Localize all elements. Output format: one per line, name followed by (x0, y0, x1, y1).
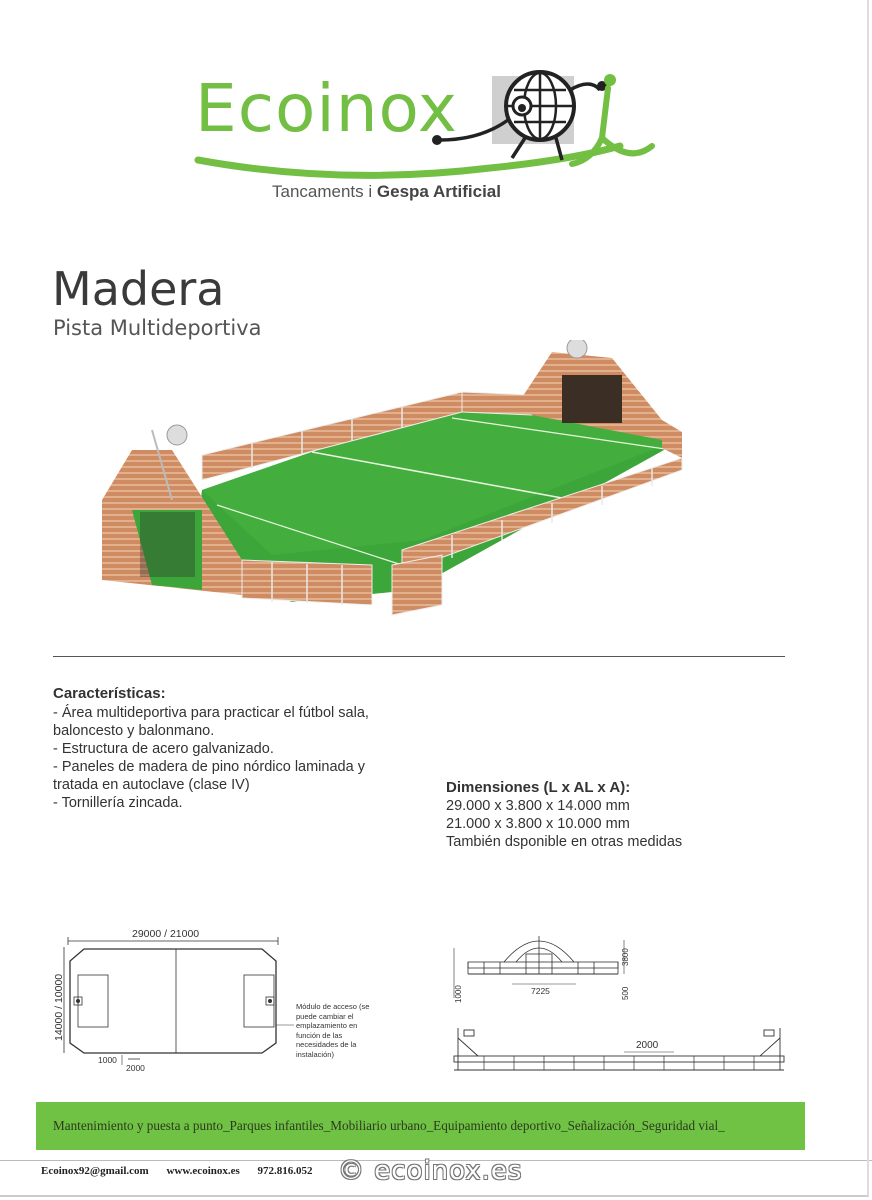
dimensions-section (446, 779, 766, 851)
feature-line: - Área multideportiva para practicar el fútbol sala, (53, 705, 369, 721)
elev-dim-500: 500 (621, 986, 630, 1000)
feature-line: baloncesto y balonmano. (53, 723, 215, 739)
logo-tagline (272, 182, 501, 202)
watermark: © ecoinox.es (338, 1156, 523, 1186)
court-illustration (92, 340, 692, 630)
access-module-note: Módulo de acceso (se puede cambiar el emplazamiento en función de las necesidades de la instalación) (296, 1002, 370, 1059)
plan-dim-1000: 1000 (98, 1055, 117, 1065)
tagline-bold: Gespa Artificial (376, 182, 501, 201)
feature-line: - Estructura de acero galvanizado. (53, 741, 274, 757)
tagline-regular: Tancaments i (272, 182, 377, 201)
dimensions-heading: Dimensiones (L x AL x A): (446, 779, 631, 796)
service-separator: _ (426, 1118, 434, 1133)
service-item: Señalización (567, 1118, 635, 1133)
services-band (36, 1102, 805, 1150)
feature-line: - Paneles de madera de pino nórdico laminada y (53, 759, 365, 775)
feature-line: tratada en autoclave (clase IV) (53, 777, 250, 793)
service-item: Mantenimiento y puesta a punto (53, 1118, 223, 1133)
elevation-drawing (444, 928, 789, 1078)
elev-dim-2000: 2000 (636, 1040, 659, 1051)
services-list (53, 1118, 725, 1134)
service-item: Equipamiento deportivo (433, 1118, 561, 1133)
logo-wordmark: Ecoinox (195, 70, 458, 147)
feature-line: - Tornillería zincada. (53, 795, 183, 811)
product-title: Madera (52, 262, 225, 316)
contact-email[interactable]: Ecoinox92@gmail.com (41, 1165, 149, 1177)
ecoinox-logo (190, 68, 660, 208)
features-heading: Características: (53, 685, 166, 702)
features-section (53, 685, 383, 812)
service-item: Mobiliario urbano (330, 1118, 427, 1133)
contact-phone: 972.816.052 (257, 1165, 313, 1177)
service-item: Seguridad vial (641, 1118, 719, 1133)
contact-website[interactable]: www.ecoinox.es (166, 1165, 240, 1177)
elev-dim-1000: 1000 (454, 985, 463, 1003)
service-item: Parques infantiles (229, 1118, 324, 1133)
service-separator: _ (718, 1118, 725, 1133)
plan-length-label: 29000 / 21000 (132, 928, 200, 940)
plan-dim-2000: 2000 (126, 1063, 145, 1073)
product-subtitle: Pista Multideportiva (53, 316, 262, 340)
elev-dim-7225: 7225 (531, 986, 550, 996)
dimension-line: 29.000 x 3.800 x 14.000 mm (446, 798, 630, 814)
service-separator: _ (561, 1118, 568, 1133)
contact-footer (41, 1165, 328, 1177)
dimension-line: También dsponible en otras medidas (446, 834, 683, 850)
plan-width-label: 14000 / 10000 (53, 973, 65, 1041)
dimension-line: 21.000 x 3.800 x 10.000 mm (446, 816, 630, 832)
elev-dim-3800: 3800 (621, 948, 630, 966)
section-divider (53, 656, 785, 657)
service-separator: _ (222, 1118, 230, 1133)
service-separator: _ (634, 1118, 642, 1133)
service-separator: _ (323, 1118, 331, 1133)
